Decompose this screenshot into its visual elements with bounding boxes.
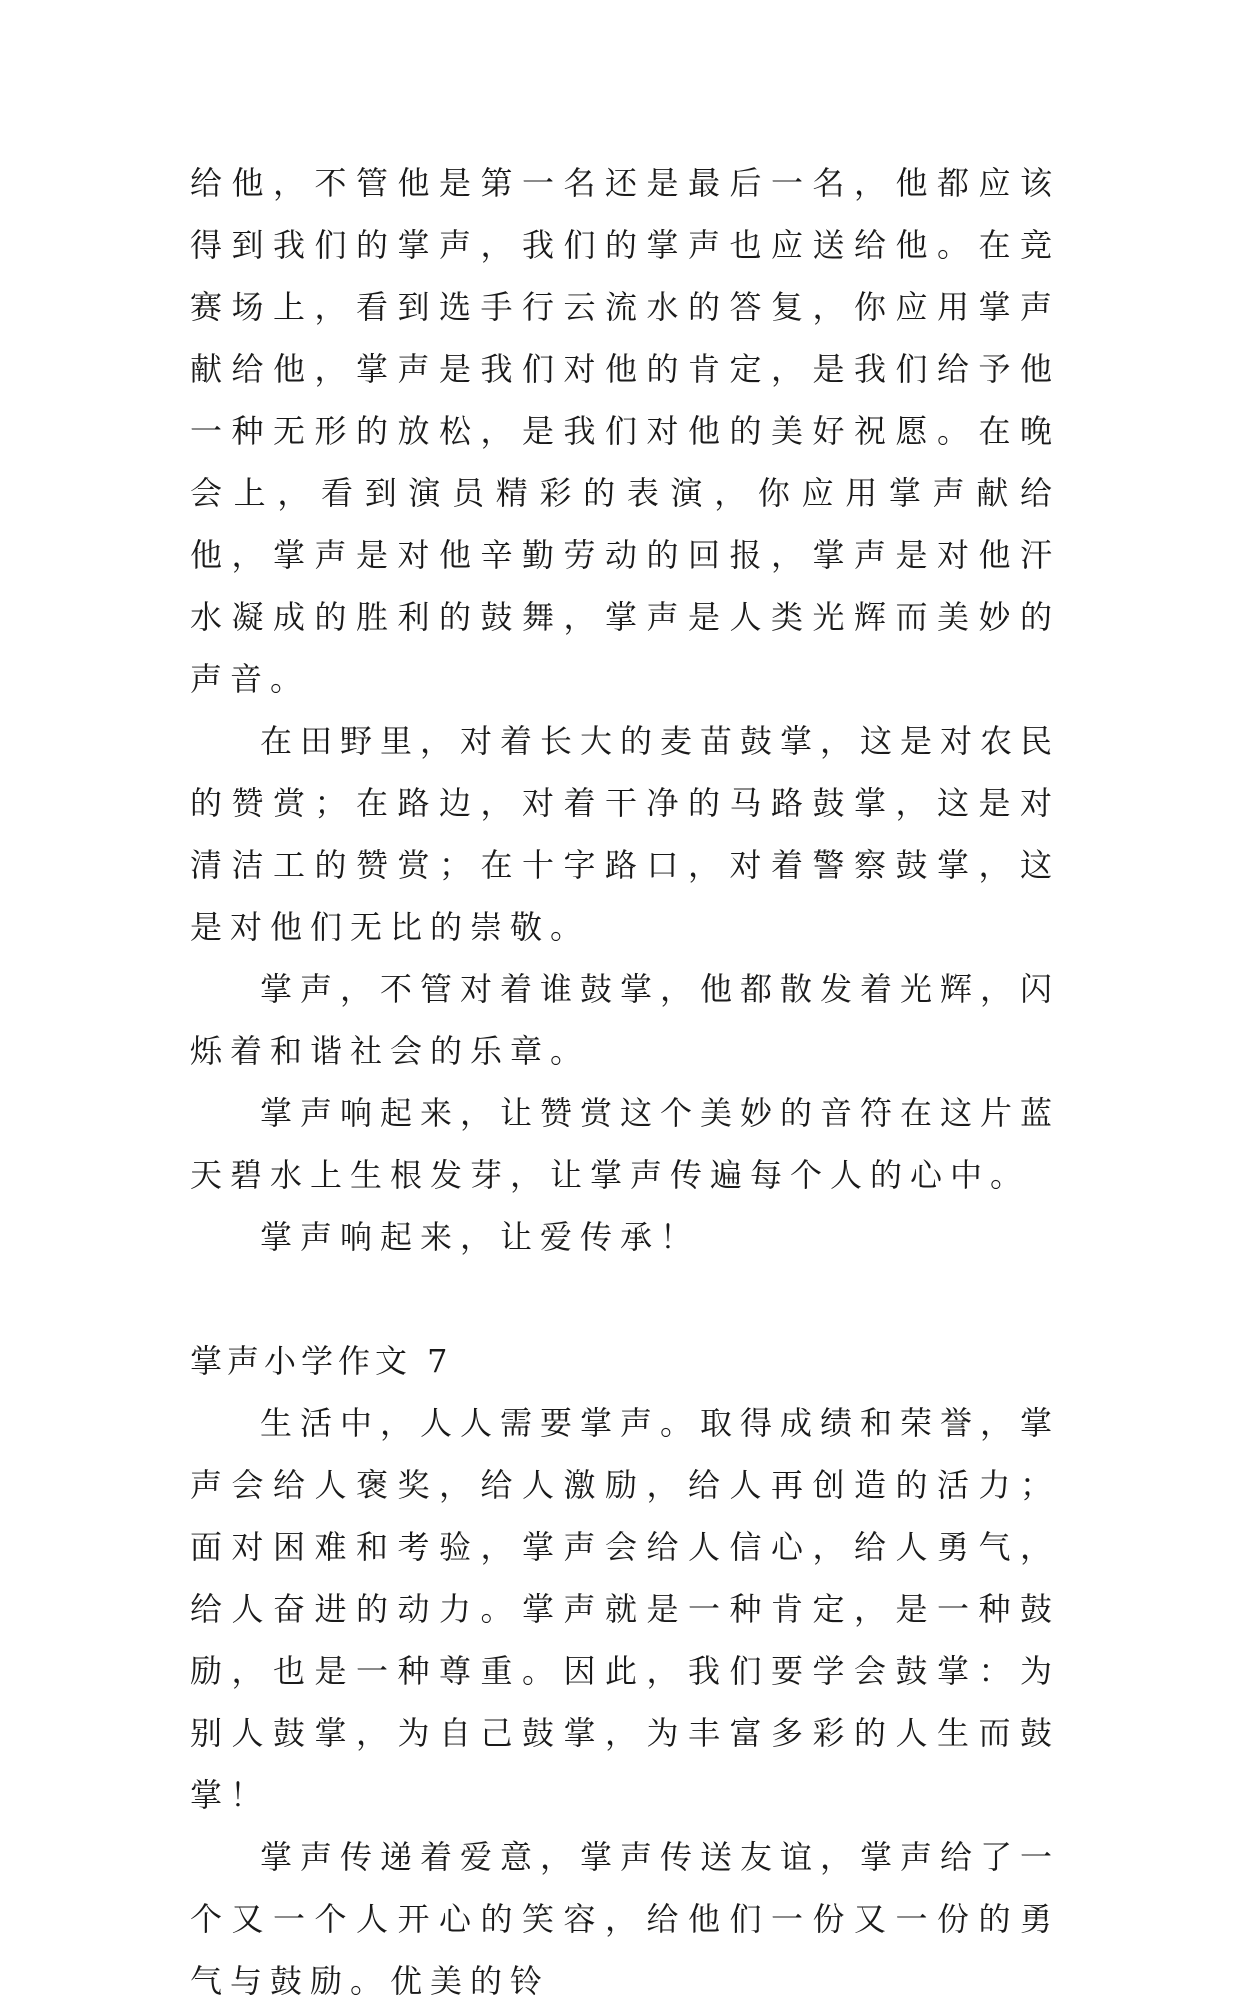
paragraph: 掌声传递着爱意，掌声传送友谊，掌声给了一个又一个人开心的笑容，给他们一份又一份的勇气与鼓励。优美的铃 bbox=[190, 1838, 1061, 2000]
paragraph: 掌声响起来，让爱传承！ bbox=[260, 1218, 701, 1256]
paragraph: 生活中，人人需要掌声。取得成绩和荣誉，掌声会给人褒奖，给人激励，给人再创造的活力；面对困难和考验，掌声会给人信心，给人勇气，给人奋进的动力。掌声就是一种肯定，是一种鼓励，也是一种尊重。因此，我们要学会鼓掌：为别人鼓掌，为自己鼓掌，为丰富多彩的人生而鼓掌！ bbox=[190, 1404, 1061, 1814]
paragraph: 掌声响起来，让赞赏这个美妙的音符在这片蓝天碧水上生根发芽，让掌声传遍每个人的心中。 bbox=[190, 1094, 1061, 1194]
section-title: 掌声小学作文 7 bbox=[190, 1342, 453, 1380]
document-body bbox=[190, 152, 1060, 2012]
paragraph: 掌声，不管对着谁鼓掌，他都散发着光辉，闪烁着和谐社会的乐章。 bbox=[190, 970, 1061, 1070]
paragraph: 在田野里，对着长大的麦苗鼓掌，这是对农民的赞赏；在路边，对着干净的马路鼓掌，这是对清洁工的赞赏；在十字路口，对着警察鼓掌，这是对他们无比的崇敬。 bbox=[190, 722, 1061, 946]
paragraph-continued: 给他，不管他是第一名还是最后一名，他都应该得到我们的掌声，我们的掌声也应送给他。在竞赛场上，看到选手行云流水的答复，你应用掌声献给他，掌声是我们对他的肯定，是我们给予他一种无形的放松，是我们对他的美好祝愿。在晚会上，看到演员精彩的表演，你应用掌声献给他，掌声是对他辛勤劳动的回报，掌声是对他汗水凝成的胜利的鼓舞，掌声是人类光辉而美妙的声音。 bbox=[190, 164, 1060, 698]
